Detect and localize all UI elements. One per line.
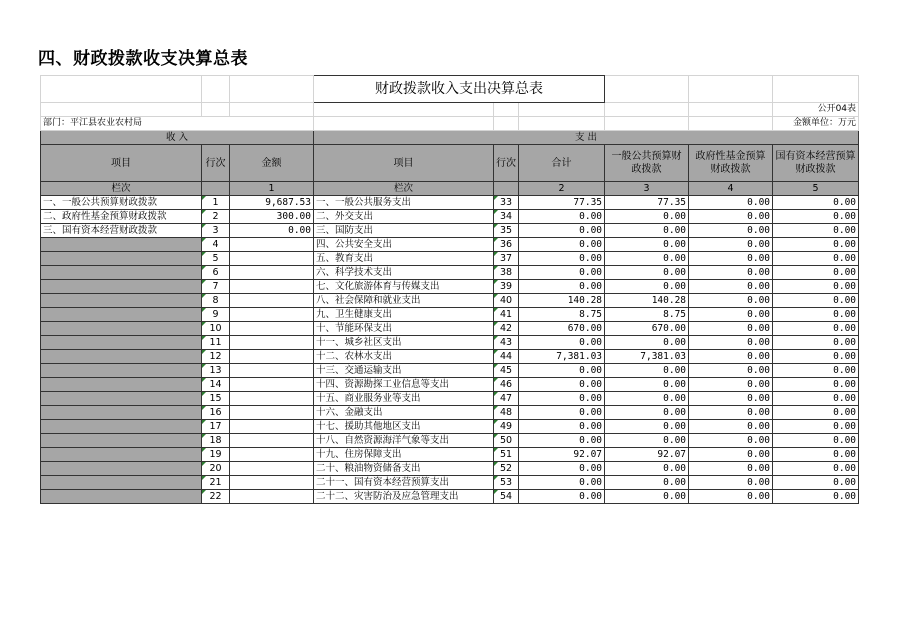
expense-item-cell[interactable]: 十九、住房保障支出	[314, 448, 494, 462]
income-item-cell[interactable]	[41, 420, 202, 434]
gov-fund-cell[interactable]: 0.00	[689, 252, 773, 266]
income-amount-cell[interactable]	[230, 378, 314, 392]
expense-item-cell[interactable]: 二十二、灾害防治及应急管理支出	[314, 490, 494, 504]
expense-item-cell[interactable]: 七、文化旅游体育与传媒支出	[314, 280, 494, 294]
income-line-cell[interactable]: 12	[202, 350, 230, 364]
income-item-cell[interactable]	[41, 252, 202, 266]
expense-item-cell[interactable]: 十一、城乡社区支出	[314, 336, 494, 350]
gov-fund-cell[interactable]: 0.00	[689, 280, 773, 294]
income-amount-cell[interactable]	[230, 238, 314, 252]
total-cell[interactable]: 7,381.03	[519, 350, 605, 364]
state-capital-cell[interactable]: 0.00	[773, 364, 859, 378]
general-budget-cell[interactable]: 92.07	[605, 448, 689, 462]
expense-line-cell[interactable]: 47	[494, 392, 519, 406]
total-cell[interactable]: 0.00	[519, 490, 605, 504]
table-row	[41, 392, 859, 406]
expense-line-cell[interactable]: 48	[494, 406, 519, 420]
income-amount-cell[interactable]: 0.00	[230, 224, 314, 238]
gov-fund-cell[interactable]: 0.00	[689, 196, 773, 210]
income-line-cell[interactable]: 10	[202, 322, 230, 336]
income-line-cell[interactable]: 18	[202, 434, 230, 448]
general-budget-cell[interactable]: 0.00	[605, 392, 689, 406]
table-row	[41, 490, 859, 504]
income-item-cell[interactable]	[41, 462, 202, 476]
total-cell[interactable]: 77.35	[519, 196, 605, 210]
income-line-cell[interactable]: 15	[202, 392, 230, 406]
state-capital-cell[interactable]: 0.00	[773, 392, 859, 406]
income-amount-cell[interactable]	[230, 448, 314, 462]
general-budget-cell[interactable]: 0.00	[605, 434, 689, 448]
income-amount-cell[interactable]	[230, 462, 314, 476]
gov-fund-cell[interactable]: 0.00	[689, 336, 773, 350]
income-amount-cell[interactable]	[230, 490, 314, 504]
expense-line-cell[interactable]: 41	[494, 308, 519, 322]
income-line-cell[interactable]: 22	[202, 490, 230, 504]
unit-label: 金额单位：万元	[773, 117, 859, 131]
total-cell[interactable]: 0.00	[519, 210, 605, 224]
total-cell[interactable]: 0.00	[519, 252, 605, 266]
income-amount-cell[interactable]: 9,687.53	[230, 196, 314, 210]
income-item-cell[interactable]	[41, 294, 202, 308]
income-line-cell[interactable]: 9	[202, 308, 230, 322]
state-capital-cell[interactable]: 0.00	[773, 434, 859, 448]
income-amount-cell[interactable]	[230, 294, 314, 308]
expense-line-cell[interactable]: 42	[494, 322, 519, 336]
total-cell[interactable]: 0.00	[519, 462, 605, 476]
table-row	[41, 406, 859, 420]
table-row	[41, 266, 859, 280]
expense-section-header: 支 出	[314, 131, 859, 145]
state-capital-cell[interactable]: 0.00	[773, 336, 859, 350]
total-cell[interactable]: 8.75	[519, 308, 605, 322]
index-col-4: 4	[689, 182, 773, 196]
income-line-cell[interactable]: 20	[202, 462, 230, 476]
income-line-cell[interactable]: 3	[202, 224, 230, 238]
index-label-right: 栏次	[314, 182, 494, 196]
state-capital-cell[interactable]: 0.00	[773, 406, 859, 420]
general-budget-cell[interactable]: 0.00	[605, 252, 689, 266]
income-amount-cell[interactable]	[230, 322, 314, 336]
income-amount-cell[interactable]	[230, 266, 314, 280]
general-budget-cell[interactable]: 0.00	[605, 238, 689, 252]
income-line-cell[interactable]: 16	[202, 406, 230, 420]
general-budget-cell[interactable]: 0.00	[605, 490, 689, 504]
gov-fund-cell[interactable]: 0.00	[689, 322, 773, 336]
income-item-cell[interactable]	[41, 476, 202, 490]
expense-line-cell[interactable]: 37	[494, 252, 519, 266]
expense-line-cell[interactable]: 49	[494, 420, 519, 434]
gov-fund-cell[interactable]: 0.00	[689, 210, 773, 224]
income-amount-cell[interactable]	[230, 406, 314, 420]
income-amount-cell[interactable]	[230, 280, 314, 294]
expense-item-cell[interactable]: 三、国防支出	[314, 224, 494, 238]
income-amount-cell[interactable]	[230, 420, 314, 434]
gov-fund-cell[interactable]: 0.00	[689, 224, 773, 238]
income-item-cell[interactable]	[41, 350, 202, 364]
table-row	[41, 238, 859, 252]
state-capital-cell[interactable]: 0.00	[773, 350, 859, 364]
expense-line-cell[interactable]: 51	[494, 448, 519, 462]
expense-line-cell[interactable]: 43	[494, 336, 519, 350]
table-row	[41, 350, 859, 364]
table-row	[41, 420, 859, 434]
expense-item-cell[interactable]: 五、教育支出	[314, 252, 494, 266]
total-cell[interactable]: 92.07	[519, 448, 605, 462]
general-budget-cell[interactable]: 0.00	[605, 420, 689, 434]
table-row	[41, 280, 859, 294]
total-cell[interactable]: 0.00	[519, 266, 605, 280]
table-row	[41, 196, 859, 210]
index-col-2: 2	[519, 182, 605, 196]
income-line-cell[interactable]: 13	[202, 364, 230, 378]
income-item-cell[interactable]: 三、国有资本经营财政拨款	[41, 224, 202, 238]
total-cell[interactable]: 0.00	[519, 364, 605, 378]
total-cell[interactable]: 0.00	[519, 434, 605, 448]
total-cell[interactable]: 0.00	[519, 392, 605, 406]
income-amount-cell[interactable]	[230, 350, 314, 364]
total-cell[interactable]: 0.00	[519, 476, 605, 490]
general-budget-cell[interactable]: 0.00	[605, 266, 689, 280]
department-label: 部门：平江县农业农村局	[41, 117, 314, 131]
expense-item-cell[interactable]: 十三、交通运输支出	[314, 364, 494, 378]
income-amount-cell[interactable]	[230, 476, 314, 490]
total-cell[interactable]: 670.00	[519, 322, 605, 336]
expense-item-cell[interactable]: 十四、资源勘探工业信息等支出	[314, 378, 494, 392]
state-capital-cell[interactable]: 0.00	[773, 308, 859, 322]
table-title: 财政拨款收入支出决算总表	[314, 76, 605, 103]
col-header-total: 合计	[519, 145, 605, 182]
expense-item-cell[interactable]: 六、科学技术支出	[314, 266, 494, 280]
income-amount-cell[interactable]	[230, 336, 314, 350]
table-row	[41, 462, 859, 476]
gov-fund-cell[interactable]: 0.00	[689, 294, 773, 308]
state-capital-cell[interactable]: 0.00	[773, 448, 859, 462]
expense-line-cell[interactable]: 36	[494, 238, 519, 252]
expense-line-cell[interactable]: 38	[494, 266, 519, 280]
col-header-gov-fund: 政府性基金预算财政拨款	[689, 145, 773, 182]
col-header-income-item: 项目	[41, 145, 202, 182]
expense-line-cell[interactable]: 46	[494, 378, 519, 392]
gov-fund-cell[interactable]: 0.00	[689, 238, 773, 252]
expense-item-cell[interactable]: 十五、商业服务业等支出	[314, 392, 494, 406]
income-line-cell[interactable]: 5	[202, 252, 230, 266]
income-item-cell[interactable]	[41, 490, 202, 504]
total-cell[interactable]: 0.00	[519, 378, 605, 392]
gov-fund-cell[interactable]: 0.00	[689, 350, 773, 364]
budget-table	[40, 75, 859, 504]
expense-line-cell[interactable]: 40	[494, 294, 519, 308]
table-row	[41, 434, 859, 448]
general-budget-cell[interactable]: 77.35	[605, 196, 689, 210]
total-cell[interactable]: 140.28	[519, 294, 605, 308]
gov-fund-cell[interactable]: 0.00	[689, 490, 773, 504]
expense-item-cell[interactable]: 十七、援助其他地区支出	[314, 420, 494, 434]
table-row	[41, 322, 859, 336]
income-line-cell[interactable]: 21	[202, 476, 230, 490]
income-amount-cell[interactable]	[230, 252, 314, 266]
income-line-cell[interactable]: 19	[202, 448, 230, 462]
table-row	[41, 336, 859, 350]
col-header-expense-item: 项目	[314, 145, 494, 182]
total-cell[interactable]: 0.00	[519, 238, 605, 252]
col-header-state-capital: 国有资本经营预算财政拨款	[773, 145, 859, 182]
income-amount-cell[interactable]: 300.00	[230, 210, 314, 224]
table-row	[41, 294, 859, 308]
income-amount-cell[interactable]	[230, 364, 314, 378]
expense-line-cell[interactable]: 54	[494, 490, 519, 504]
state-capital-cell[interactable]: 0.00	[773, 322, 859, 336]
state-capital-cell[interactable]: 0.00	[773, 280, 859, 294]
state-capital-cell[interactable]: 0.00	[773, 476, 859, 490]
table-row	[41, 378, 859, 392]
state-capital-cell[interactable]: 0.00	[773, 378, 859, 392]
general-budget-cell[interactable]: 0.00	[605, 378, 689, 392]
general-budget-cell[interactable]: 0.00	[605, 406, 689, 420]
expense-item-cell[interactable]: 十二、农林水支出	[314, 350, 494, 364]
income-item-cell[interactable]	[41, 392, 202, 406]
expense-item-cell[interactable]: 二、外交支出	[314, 210, 494, 224]
total-cell[interactable]: 0.00	[519, 336, 605, 350]
expense-line-cell[interactable]: 45	[494, 364, 519, 378]
income-item-cell[interactable]	[41, 322, 202, 336]
state-capital-cell[interactable]: 0.00	[773, 238, 859, 252]
expense-line-cell[interactable]: 33	[494, 196, 519, 210]
expense-item-cell[interactable]: 十、节能环保支出	[314, 322, 494, 336]
income-item-cell[interactable]	[41, 364, 202, 378]
income-amount-cell[interactable]	[230, 392, 314, 406]
state-capital-cell[interactable]: 0.00	[773, 266, 859, 280]
table-row	[41, 252, 859, 266]
income-item-cell[interactable]	[41, 238, 202, 252]
general-budget-cell[interactable]: 670.00	[605, 322, 689, 336]
income-item-cell[interactable]: 一、一般公共预算财政拨款	[41, 196, 202, 210]
expense-line-cell[interactable]: 52	[494, 462, 519, 476]
state-capital-cell[interactable]: 0.00	[773, 252, 859, 266]
income-line-cell[interactable]: 17	[202, 420, 230, 434]
total-cell[interactable]: 0.00	[519, 406, 605, 420]
state-capital-cell[interactable]: 0.00	[773, 294, 859, 308]
gov-fund-cell[interactable]: 0.00	[689, 364, 773, 378]
form-code: 公开04表	[773, 103, 859, 117]
state-capital-cell[interactable]: 0.00	[773, 224, 859, 238]
table-row	[41, 448, 859, 462]
expense-item-cell[interactable]: 九、卫生健康支出	[314, 308, 494, 322]
gov-fund-cell[interactable]: 0.00	[689, 448, 773, 462]
expense-item-cell[interactable]: 十八、自然资源海洋气象等支出	[314, 434, 494, 448]
col-header-general-budget: 一般公共预算财政拨款	[605, 145, 689, 182]
gov-fund-cell[interactable]: 0.00	[689, 378, 773, 392]
income-line-cell[interactable]: 14	[202, 378, 230, 392]
expense-line-cell[interactable]: 53	[494, 476, 519, 490]
income-amount-cell[interactable]	[230, 434, 314, 448]
general-budget-cell[interactable]: 0.00	[605, 210, 689, 224]
gov-fund-cell[interactable]: 0.00	[689, 308, 773, 322]
total-cell[interactable]: 0.00	[519, 280, 605, 294]
income-line-cell[interactable]: 1	[202, 196, 230, 210]
income-item-cell[interactable]	[41, 378, 202, 392]
income-item-cell[interactable]	[41, 336, 202, 350]
general-budget-cell[interactable]: 0.00	[605, 462, 689, 476]
table-row	[41, 308, 859, 322]
table-row	[41, 364, 859, 378]
expense-item-cell[interactable]: 二十一、国有资本经营预算支出	[314, 476, 494, 490]
general-budget-cell[interactable]: 0.00	[605, 364, 689, 378]
col-header-amount: 金额	[230, 145, 314, 182]
income-line-cell[interactable]: 11	[202, 336, 230, 350]
gov-fund-cell[interactable]: 0.00	[689, 406, 773, 420]
income-line-cell[interactable]: 4	[202, 238, 230, 252]
table-row	[41, 210, 859, 224]
state-capital-cell[interactable]: 0.00	[773, 196, 859, 210]
col-header-expense-line: 行次	[494, 145, 519, 182]
income-line-cell[interactable]: 7	[202, 280, 230, 294]
expense-item-cell[interactable]: 一、一般公共服务支出	[314, 196, 494, 210]
income-item-cell[interactable]	[41, 406, 202, 420]
income-line-cell[interactable]: 2	[202, 210, 230, 224]
index-col-1: 1	[230, 182, 314, 196]
gov-fund-cell[interactable]: 0.00	[689, 476, 773, 490]
page-heading: 四、财政拨款收支决算总表	[38, 49, 248, 69]
expense-line-cell[interactable]: 35	[494, 224, 519, 238]
expense-line-cell[interactable]: 44	[494, 350, 519, 364]
state-capital-cell[interactable]: 0.00	[773, 462, 859, 476]
col-header-income-line: 行次	[202, 145, 230, 182]
expense-item-cell[interactable]: 二十、粮油物资储备支出	[314, 462, 494, 476]
table-row	[41, 224, 859, 238]
total-cell[interactable]: 0.00	[519, 224, 605, 238]
expense-item-cell[interactable]: 八、社会保障和就业支出	[314, 294, 494, 308]
expense-item-cell[interactable]: 四、公共安全支出	[314, 238, 494, 252]
general-budget-cell[interactable]: 0.00	[605, 476, 689, 490]
income-item-cell[interactable]: 二、政府性基金预算财政拨款	[41, 210, 202, 224]
expense-item-cell[interactable]: 十六、金融支出	[314, 406, 494, 420]
expense-line-cell[interactable]: 39	[494, 280, 519, 294]
gov-fund-cell[interactable]: 0.00	[689, 434, 773, 448]
income-item-cell[interactable]	[41, 266, 202, 280]
general-budget-cell[interactable]: 0.00	[605, 336, 689, 350]
expense-line-cell[interactable]: 34	[494, 210, 519, 224]
spreadsheet	[40, 75, 858, 504]
gov-fund-cell[interactable]: 0.00	[689, 266, 773, 280]
income-section-header: 收 入	[41, 131, 314, 145]
income-item-cell[interactable]	[41, 280, 202, 294]
gov-fund-cell[interactable]: 0.00	[689, 462, 773, 476]
gov-fund-cell[interactable]: 0.00	[689, 392, 773, 406]
general-budget-cell[interactable]: 0.00	[605, 280, 689, 294]
general-budget-cell[interactable]: 7,381.03	[605, 350, 689, 364]
general-budget-cell[interactable]: 0.00	[605, 224, 689, 238]
income-line-cell[interactable]: 8	[202, 294, 230, 308]
general-budget-cell[interactable]: 140.28	[605, 294, 689, 308]
index-col-5: 5	[773, 182, 859, 196]
state-capital-cell[interactable]: 0.00	[773, 490, 859, 504]
total-cell[interactable]: 0.00	[519, 420, 605, 434]
state-capital-cell[interactable]: 0.00	[773, 420, 859, 434]
index-label-left: 栏次	[41, 182, 202, 196]
expense-line-cell[interactable]: 50	[494, 434, 519, 448]
income-item-cell[interactable]	[41, 434, 202, 448]
income-item-cell[interactable]	[41, 308, 202, 322]
index-col-3: 3	[605, 182, 689, 196]
gov-fund-cell[interactable]: 0.00	[689, 420, 773, 434]
state-capital-cell[interactable]: 0.00	[773, 210, 859, 224]
income-item-cell[interactable]	[41, 448, 202, 462]
general-budget-cell[interactable]: 8.75	[605, 308, 689, 322]
income-line-cell[interactable]: 6	[202, 266, 230, 280]
income-amount-cell[interactable]	[230, 308, 314, 322]
table-row	[41, 476, 859, 490]
